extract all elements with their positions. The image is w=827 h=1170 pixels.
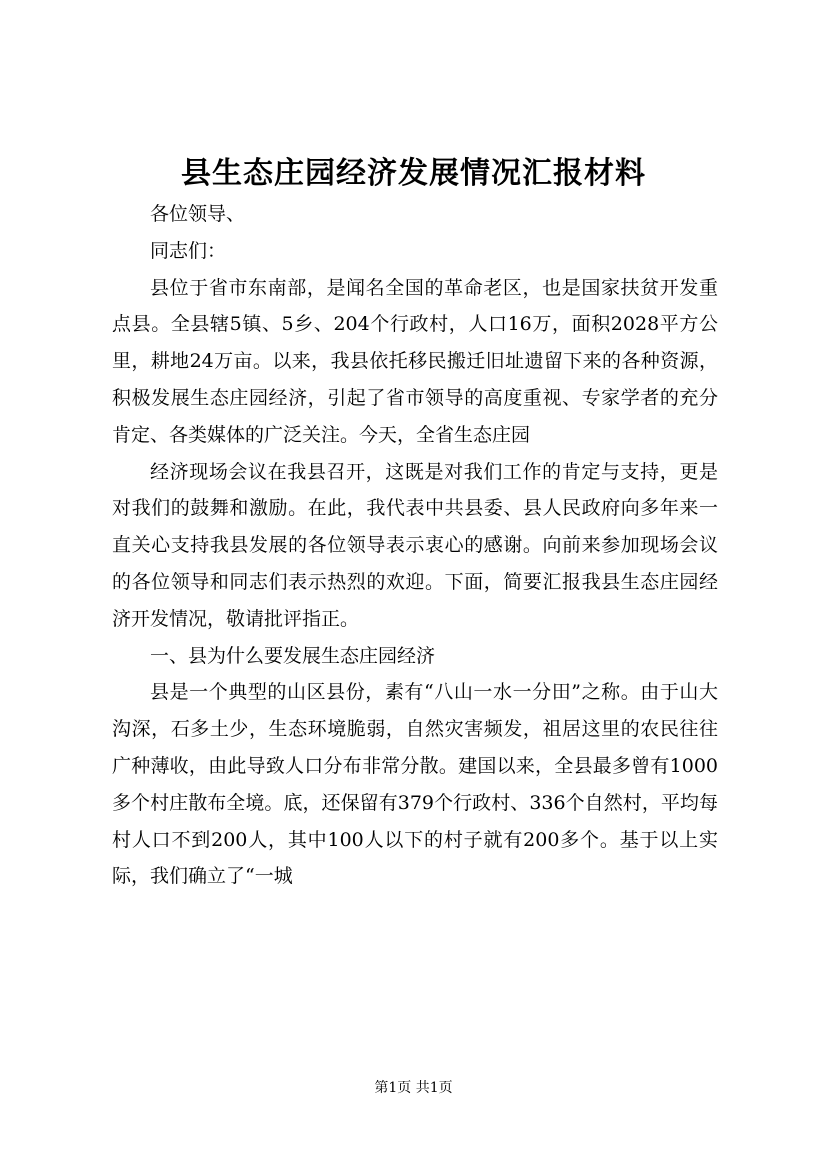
document-body [112, 196, 718, 895]
paragraph-county-intro: 县位于省市东南部，是闻名全国的革命老区，也是国家扶贫开发重点县。全县辖5镇、5乡、204个行政村，人口16万，面积2028平方公里，耕地24万亩。以来，我县依托移民搬迁旧址遗留下来的各种资源，积极发展生态庄园经济，引起了省市领导的高度重视、专家学者的充分肯定、各类媒体的广泛关注。今天，全省生态庄园 [112, 276, 718, 446]
paragraph-mountain-county: 县是一个典型的山区县份，素有“八山一水一分田”之称。由于山大沟深，石多土少，生态环境脆弱，自然灾害频发，祖居这里的农民往往广种薄收，由此导致人口分布非常分散。建国以来，全县最多曾有1000多个村庄散布全境。底，还保留有379个行政村、336个自然村，平均每村人口不到200人，其中100人以下的村子就有200多个。基于以上实际，我们确立了“一城 [112, 681, 718, 888]
paragraph-meeting-thanks: 经济现场会议在我县召开，这既是对我们工作的肯定与支持，更是对我们的鼓舞和激励。在此，我代表中共县委、县人民政府向多年来一直关心支持我县发展的各位领导表示衷心的感谢。向前来参加现场会议的各位领导和同志们表示热烈的欢迎。下面，简要汇报我县生态庄园经济开发情况，敬请批评指正。 [112, 460, 718, 630]
page-number-footer: 第1页 共1页 [374, 1080, 453, 1096]
section-heading-1: 一、县为什么要发展生态庄园经济 [150, 644, 436, 667]
page-title: 县生态庄园经济发展情况汇报材料 [181, 156, 646, 191]
salutation-leaders: 各位领导、 [150, 203, 246, 225]
salutation-comrades: 同志们： [150, 239, 227, 262]
